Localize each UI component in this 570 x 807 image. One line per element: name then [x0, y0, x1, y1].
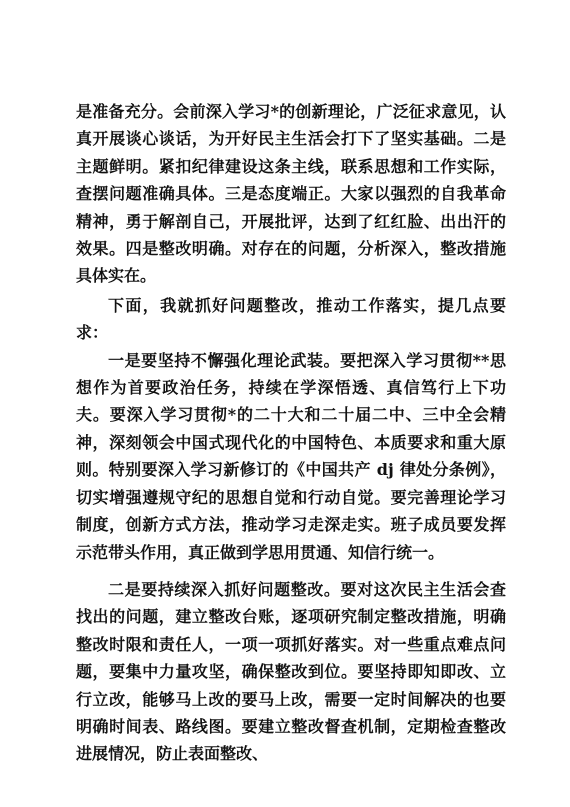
- paragraph-requirement-theory: 一是要坚持不懈强化理论武装。要把深入学习贯彻**思想作为首要政治任务，持续在学深悟透、真信笃行上下功夫。要深入学习贯彻*的二十大和二十届二中、三中全会精神，深刻领会中国式现代化的中国特色、本质要求和重大原则。特别要深入学习新修订的《中国共产 dj 律处分条例》，切实增强遵规守纪的思想自觉和行动自觉。要完善理论学习制度，创新方式方法，推动学习走深走实。班子成员要发挥示范带头作用，真正做到学思用贯通、知信行统一。: [76, 350, 506, 562]
- paragraph-summary: 是准备充分。会前深入学习*的创新理论，广泛征求意见，认真开展谈心谈话，为开好民主生活会打下了坚实基础。二是主题鲜明。紧扣纪律建设这条主线，联系思想和工作实际，查摆问题准确具体。三是态度端正。大家以强烈的自我革命精神，勇于解剖自己，开展批评，达到了红红脸、出出汗的效果。四是整改明确。对存在的问题，分析深入，整改措施具体实在。: [76, 102, 506, 286]
- paragraph-requirements-intro: 下面，我就抓好问题整改，推动工作落实，提几点要求：: [76, 295, 506, 343]
- document-body: [76, 98, 506, 768]
- paragraph-requirement-rectification: 二是要持续深入抓好问题整改。要对这次民主生活会查找出的问题，建立整改台账，逐项研究制定整改措施，明确整改时限和责任人，一项一项抓好落实。对一些重点难点问题，要集中力量攻坚，确保整改到位。要坚持即知即改、立行立改，能够马上改的要马上改，需要一定时间解决的也要明确时间表、路线图。要建立整改督查机制，定期检查整改进展情况，防止表面整改、: [76, 579, 506, 764]
- paragraph-gap: [76, 566, 506, 576]
